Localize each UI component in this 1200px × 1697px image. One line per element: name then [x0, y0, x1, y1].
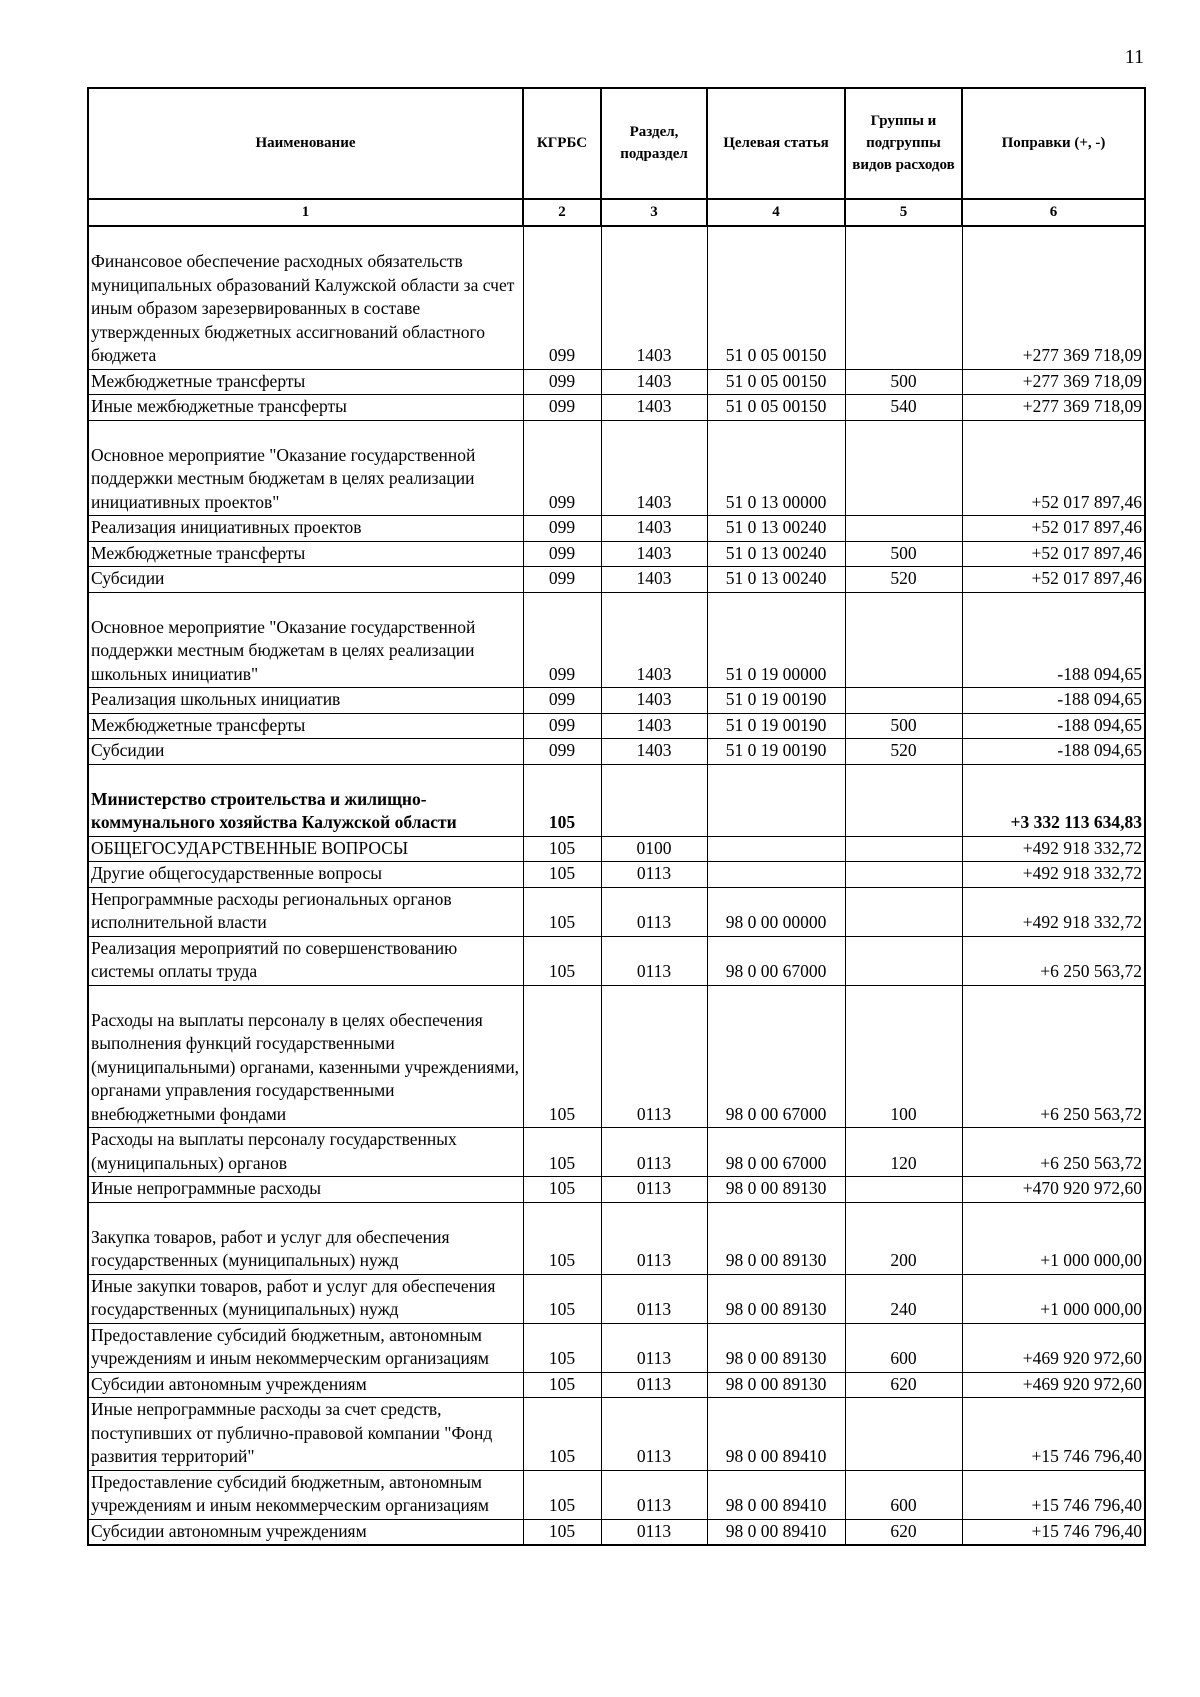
- row-group: 520: [845, 567, 962, 593]
- row-group: [845, 516, 962, 542]
- row-group: 600: [845, 1470, 962, 1519]
- row-target: 51 0 19 00190: [707, 713, 845, 739]
- row-amount: +3 332 113 634,83: [962, 764, 1145, 836]
- row-amount: +6 250 563,72: [962, 985, 1145, 1128]
- row-amount: -188 094,65: [962, 713, 1145, 739]
- row-target: 98 0 00 89410: [707, 1398, 845, 1471]
- row-target: 51 0 05 00150: [707, 395, 845, 421]
- row-name: Межбюджетные трансферты: [88, 369, 523, 395]
- row-name: Субсидии: [88, 739, 523, 765]
- row-kgrbs: 099: [523, 395, 601, 421]
- row-kgrbs: 099: [523, 541, 601, 567]
- header-name: Наименование: [88, 88, 523, 199]
- header-groups: Группы и подгруппы видов расходов: [845, 88, 962, 199]
- row-name: Непрограммные расходы региональных органов исполнительной власти: [88, 887, 523, 936]
- column-number: 1: [88, 199, 523, 226]
- row-name: Иные непрограммные расходы: [88, 1177, 523, 1203]
- row-amount: +6 250 563,72: [962, 1128, 1145, 1177]
- header-section: Раздел, подраздел: [601, 88, 707, 199]
- row-section: 0100: [601, 836, 707, 862]
- row-amount: +1 000 000,00: [962, 1202, 1145, 1274]
- row-kgrbs: 105: [523, 1519, 601, 1545]
- budget-table: [87, 87, 1146, 1546]
- row-target: 98 0 00 89130: [707, 1177, 845, 1203]
- header-target: Целевая статья: [707, 88, 845, 199]
- row-section: 1403: [601, 567, 707, 593]
- row-target: 51 0 13 00240: [707, 567, 845, 593]
- row-amount: -188 094,65: [962, 592, 1145, 688]
- row-kgrbs: 105: [523, 1177, 601, 1203]
- row-name: Предоставление субсидий бюджетным, автономным учреждениям и иным некоммерческим организациям: [88, 1323, 523, 1372]
- table-row: [88, 226, 1145, 369]
- header-kgrbs: КГРБС: [523, 88, 601, 199]
- table-row: [88, 985, 1145, 1128]
- row-amount: +469 920 972,60: [962, 1323, 1145, 1372]
- table-row: [88, 688, 1145, 714]
- column-number: 4: [707, 199, 845, 226]
- row-section: 1403: [601, 688, 707, 714]
- row-kgrbs: 099: [523, 688, 601, 714]
- row-group: 200: [845, 1202, 962, 1274]
- table-row: [88, 936, 1145, 985]
- row-group: 600: [845, 1323, 962, 1372]
- row-section: 0113: [601, 985, 707, 1128]
- row-group: 240: [845, 1274, 962, 1323]
- table-row: [88, 1398, 1145, 1471]
- column-number: 6: [962, 199, 1145, 226]
- row-amount: +6 250 563,72: [962, 936, 1145, 985]
- row-section: 0113: [601, 1177, 707, 1203]
- row-group: 500: [845, 369, 962, 395]
- row-group: 500: [845, 713, 962, 739]
- table-row: [88, 713, 1145, 739]
- row-kgrbs: 105: [523, 1128, 601, 1177]
- header-amendments: Поправки (+, -): [962, 88, 1145, 199]
- row-target: 98 0 00 67000: [707, 985, 845, 1128]
- row-group: [845, 887, 962, 936]
- row-amount: -188 094,65: [962, 739, 1145, 765]
- table-row: [88, 739, 1145, 765]
- row-amount: +52 017 897,46: [962, 567, 1145, 593]
- row-group: 120: [845, 1128, 962, 1177]
- row-amount: +15 746 796,40: [962, 1398, 1145, 1471]
- table-row: [88, 567, 1145, 593]
- row-group: 100: [845, 985, 962, 1128]
- row-kgrbs: 105: [523, 862, 601, 888]
- row-name: Реализация школьных инициатив: [88, 688, 523, 714]
- row-target: 51 0 19 00190: [707, 739, 845, 765]
- row-group: 620: [845, 1519, 962, 1545]
- row-name: Иные закупки товаров, работ и услуг для обеспечения государственных (муниципальных) нужд: [88, 1274, 523, 1323]
- row-section: 0113: [601, 1274, 707, 1323]
- row-kgrbs: 105: [523, 1202, 601, 1274]
- row-group: [845, 1177, 962, 1203]
- table-row: [88, 1323, 1145, 1372]
- row-section: 0113: [601, 887, 707, 936]
- table-row: [88, 1177, 1145, 1203]
- row-name: Субсидии: [88, 567, 523, 593]
- row-name: Межбюджетные трансферты: [88, 713, 523, 739]
- row-kgrbs: 105: [523, 764, 601, 836]
- row-group: 500: [845, 541, 962, 567]
- row-name: Основное мероприятие "Оказание государственной поддержки местным бюджетам в целях реализации школьных инициатив": [88, 592, 523, 688]
- row-amount: +492 918 332,72: [962, 862, 1145, 888]
- row-kgrbs: 105: [523, 1470, 601, 1519]
- table-row: [88, 836, 1145, 862]
- row-group: [845, 862, 962, 888]
- column-number-row: [88, 199, 1145, 226]
- row-kgrbs: 105: [523, 1372, 601, 1398]
- row-target: 51 0 13 00000: [707, 420, 845, 516]
- row-kgrbs: 099: [523, 739, 601, 765]
- row-target: 98 0 00 00000: [707, 887, 845, 936]
- table-row: [88, 1519, 1145, 1545]
- row-kgrbs: 105: [523, 836, 601, 862]
- row-kgrbs: 099: [523, 713, 601, 739]
- row-section: 1403: [601, 592, 707, 688]
- row-amount: +52 017 897,46: [962, 420, 1145, 516]
- row-amount: +52 017 897,46: [962, 516, 1145, 542]
- row-target: [707, 862, 845, 888]
- row-name: Субсидии автономным учреждениям: [88, 1372, 523, 1398]
- table-row: [88, 764, 1145, 836]
- row-section: 1403: [601, 739, 707, 765]
- table-row: [88, 862, 1145, 888]
- table-row: [88, 395, 1145, 421]
- row-group: 620: [845, 1372, 962, 1398]
- row-amount: +470 920 972,60: [962, 1177, 1145, 1203]
- row-name: Другие общегосударственные вопросы: [88, 862, 523, 888]
- row-name: Расходы на выплаты персоналу государственных (муниципальных) органов: [88, 1128, 523, 1177]
- row-kgrbs: 099: [523, 420, 601, 516]
- row-name: Реализация инициативных проектов: [88, 516, 523, 542]
- row-amount: -188 094,65: [962, 688, 1145, 714]
- table-row: [88, 541, 1145, 567]
- table-row: [88, 420, 1145, 516]
- row-target: 98 0 00 89130: [707, 1323, 845, 1372]
- row-group: [845, 764, 962, 836]
- row-section: 1403: [601, 226, 707, 369]
- row-target: 98 0 00 89130: [707, 1372, 845, 1398]
- column-number: 5: [845, 199, 962, 226]
- row-section: 1403: [601, 713, 707, 739]
- row-name: ОБЩЕГОСУДАРСТВЕННЫЕ ВОПРОСЫ: [88, 836, 523, 862]
- row-kgrbs: 099: [523, 369, 601, 395]
- row-target: [707, 836, 845, 862]
- row-amount: +277 369 718,09: [962, 395, 1145, 421]
- row-kgrbs: 099: [523, 567, 601, 593]
- row-section: 0113: [601, 1470, 707, 1519]
- row-section: 0113: [601, 1323, 707, 1372]
- row-amount: +15 746 796,40: [962, 1519, 1145, 1545]
- row-group: [845, 688, 962, 714]
- row-name: Министерство строительства и жилищно-коммунального хозяйства Калужской области: [88, 764, 523, 836]
- table-row: [88, 1202, 1145, 1274]
- table-row: [88, 369, 1145, 395]
- row-name: Реализация мероприятий по совершенствованию системы оплаты труда: [88, 936, 523, 985]
- row-target: 98 0 00 89410: [707, 1519, 845, 1545]
- row-target: 51 0 05 00150: [707, 226, 845, 369]
- row-name: Основное мероприятие "Оказание государственной поддержки местным бюджетам в целях реализации инициативных проектов": [88, 420, 523, 516]
- row-section: 0113: [601, 1128, 707, 1177]
- row-section: 0113: [601, 936, 707, 985]
- row-group: [845, 592, 962, 688]
- table-row: [88, 1372, 1145, 1398]
- row-kgrbs: 105: [523, 936, 601, 985]
- header-row: [88, 88, 1145, 199]
- row-target: 51 0 19 00190: [707, 688, 845, 714]
- row-section: 1403: [601, 420, 707, 516]
- row-name: Финансовое обеспечение расходных обязательств муниципальных образований Калужской области за счет иным образом зарезервированных в составе утвержденных бюджетных ассигнований областного бюджета: [88, 226, 523, 369]
- table-body: [88, 226, 1145, 1545]
- row-kgrbs: 105: [523, 1398, 601, 1471]
- row-amount: +492 918 332,72: [962, 836, 1145, 862]
- row-section: 1403: [601, 541, 707, 567]
- row-section: 0113: [601, 1202, 707, 1274]
- row-kgrbs: 105: [523, 985, 601, 1128]
- row-section: 0113: [601, 1372, 707, 1398]
- row-kgrbs: 105: [523, 1323, 601, 1372]
- row-name: Субсидии автономным учреждениям: [88, 1519, 523, 1545]
- row-target: 51 0 05 00150: [707, 369, 845, 395]
- row-group: [845, 420, 962, 516]
- row-name: Закупка товаров, работ и услуг для обеспечения государственных (муниципальных) нужд: [88, 1202, 523, 1274]
- row-section: 1403: [601, 516, 707, 542]
- table-row: [88, 1470, 1145, 1519]
- row-kgrbs: 099: [523, 592, 601, 688]
- row-section: 0113: [601, 862, 707, 888]
- row-amount: +1 000 000,00: [962, 1274, 1145, 1323]
- row-target: 98 0 00 89130: [707, 1202, 845, 1274]
- row-section: 0113: [601, 1398, 707, 1471]
- row-section: 1403: [601, 395, 707, 421]
- row-amount: +469 920 972,60: [962, 1372, 1145, 1398]
- row-section: [601, 764, 707, 836]
- row-group: 520: [845, 739, 962, 765]
- row-amount: +15 746 796,40: [962, 1470, 1145, 1519]
- row-target: 51 0 13 00240: [707, 541, 845, 567]
- row-kgrbs: 099: [523, 516, 601, 542]
- row-name: Иные непрограммные расходы за счет средств, поступивших от публично-правовой компании "Фонд развития территорий": [88, 1398, 523, 1471]
- page-number: 11: [1124, 46, 1144, 68]
- row-amount: +277 369 718,09: [962, 369, 1145, 395]
- row-target: 51 0 13 00240: [707, 516, 845, 542]
- row-group: 540: [845, 395, 962, 421]
- table-row: [88, 592, 1145, 688]
- row-target: 98 0 00 89130: [707, 1274, 845, 1323]
- row-amount: +277 369 718,09: [962, 226, 1145, 369]
- row-group: [845, 226, 962, 369]
- row-target: 51 0 19 00000: [707, 592, 845, 688]
- row-group: [845, 936, 962, 985]
- column-number: 2: [523, 199, 601, 226]
- row-target: [707, 764, 845, 836]
- table-row: [88, 1128, 1145, 1177]
- row-name: Межбюджетные трансферты: [88, 541, 523, 567]
- row-section: 1403: [601, 369, 707, 395]
- column-number: 3: [601, 199, 707, 226]
- row-target: 98 0 00 67000: [707, 1128, 845, 1177]
- table-row: [88, 1274, 1145, 1323]
- row-name: Предоставление субсидий бюджетным, автономным учреждениям и иным некоммерческим организациям: [88, 1470, 523, 1519]
- row-amount: +492 918 332,72: [962, 887, 1145, 936]
- table-row: [88, 887, 1145, 936]
- row-section: 0113: [601, 1519, 707, 1545]
- table-row: [88, 516, 1145, 542]
- row-kgrbs: 099: [523, 226, 601, 369]
- row-kgrbs: 105: [523, 1274, 601, 1323]
- row-amount: +52 017 897,46: [962, 541, 1145, 567]
- row-name: Расходы на выплаты персоналу в целях обеспечения выполнения функций государственными (муниципальными) органами, казенными учреждениями, органами управления государственными внебюджетными фондами: [88, 985, 523, 1128]
- row-name: Иные межбюджетные трансферты: [88, 395, 523, 421]
- row-kgrbs: 105: [523, 887, 601, 936]
- row-group: [845, 836, 962, 862]
- row-target: 98 0 00 67000: [707, 936, 845, 985]
- row-target: 98 0 00 89410: [707, 1470, 845, 1519]
- row-group: [845, 1398, 962, 1471]
